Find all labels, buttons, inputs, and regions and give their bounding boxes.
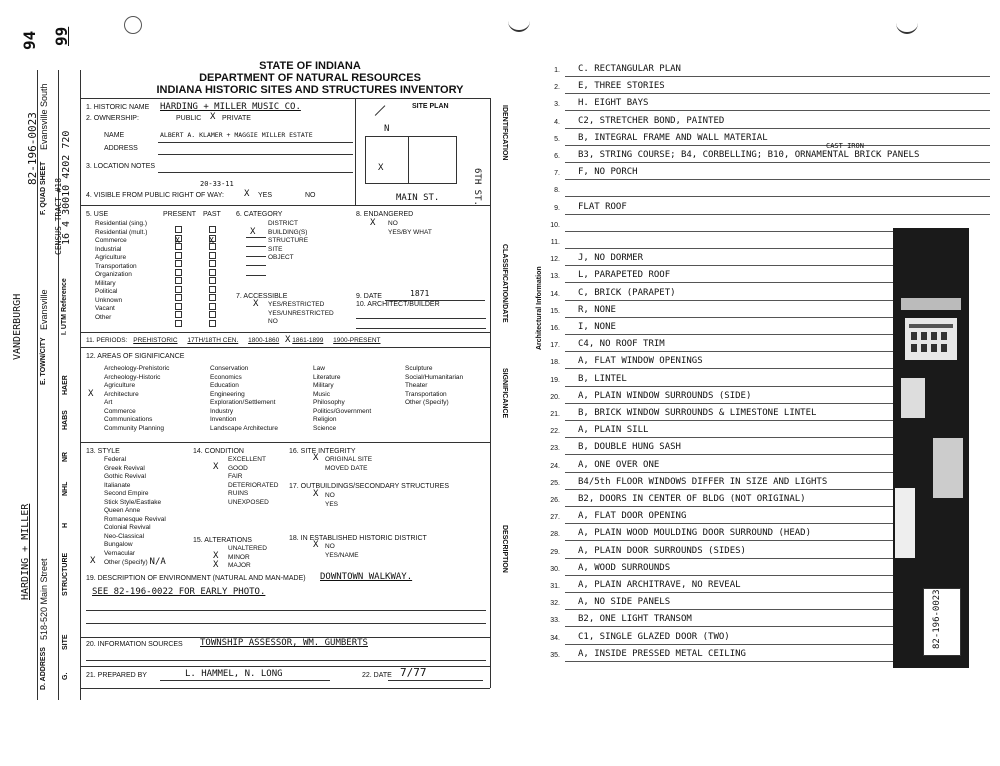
alterations-list: UNALTERED MINOR MAJOR: [228, 545, 267, 569]
arch-item-number: 9.: [554, 204, 560, 212]
arch-item-text: B4/5th FLOOR WINDOWS DIFFER IN SIZE AND LIGHTS: [578, 476, 828, 487]
arch-item-number: 16.: [550, 325, 560, 332]
field-endangered-label: 8. ENDANGERED: [356, 211, 414, 218]
field-location-notes-label: 3. LOCATION NOTES: [86, 163, 156, 170]
header-line-3: INDIANA HISTORIC SITES AND STRUCTURES INVENTORY: [156, 84, 464, 96]
arch-item-number: 30.: [550, 565, 560, 573]
arch-item-number: 6.: [554, 153, 560, 160]
field-date-prepared-value: 7/77: [400, 666, 427, 679]
arch-item-number: 29.: [550, 548, 560, 556]
arch-item-number: 20.: [550, 393, 560, 401]
style-other-value: N/A: [149, 557, 166, 567]
habs-h: H: [62, 522, 69, 528]
habs-nhl: NHL: [62, 481, 69, 496]
arch-item-text: A, FLAT DOOR OPENING: [578, 511, 687, 522]
use-commerce-present-mark: X: [175, 236, 180, 245]
arch-item-text: L, PARAPETED ROOF: [578, 270, 671, 281]
arch-item-text: A, PLAIN ARCHITRAVE, NO REVEAL: [578, 580, 741, 590]
photo-building: [905, 318, 957, 360]
ownership-mark: X: [210, 112, 216, 122]
category-list: DISTRICT BUILDING(S) STRUCTURE SITE OBJECT: [268, 220, 309, 261]
arch-item-text: A, PLAIN WINDOW SURROUNDS (SIDE): [578, 390, 752, 401]
arch-item-line: [565, 76, 990, 77]
category-blanks: [246, 228, 266, 276]
field-historic-name: HARDING + MILLER MUSIC CO.: [160, 102, 301, 112]
arch-item-number: 5.: [554, 135, 560, 143]
category-mark: X: [250, 227, 256, 237]
site-plan-drawing: [365, 136, 457, 184]
areas-col-4: Sculpture Social/Humanitarian Theater Transportation Other (Specify): [405, 365, 464, 406]
county-value: VANDERBURGH: [12, 293, 23, 360]
arch-item-number: 21.: [550, 411, 560, 418]
alterations-minor-mark: X: [213, 551, 219, 561]
quad-value: Evansville South: [39, 83, 49, 150]
arch-item-text: A, PLAIN SILL: [578, 425, 649, 436]
arch-item-text: A, PLAIN DOOR SURROUNDS (SIDES): [578, 545, 746, 556]
field-alterations-label: 15. ALTERATIONS: [193, 537, 252, 544]
field-sources-value: TOWNSHIP ASSESSOR, WM. GUMBERTS: [200, 638, 368, 648]
arch-item-text: J, NO DORMER: [578, 253, 644, 264]
habs-structure: STRUCTURE: [62, 552, 69, 596]
field-ownership-label: 2. OWNERSHIP:: [86, 115, 139, 122]
quad-label: F. QUAD SHEET: [40, 161, 47, 215]
arch-item-number: 4.: [554, 118, 560, 126]
town-value: Evansville: [39, 289, 49, 330]
field-category-label: 6. CATEGORY: [236, 211, 283, 218]
field-date-prepared-label: 22. DATE: [362, 672, 392, 679]
side-description: DESCRIPTION: [501, 525, 508, 573]
census-tract: CENSUS TRACT #18: [54, 177, 63, 255]
ownership-private: PRIVATE: [222, 115, 251, 122]
arch-item-line: [565, 93, 990, 94]
arch-item-number: 13.: [550, 273, 560, 281]
side-significance: SIGNIFICANCE: [501, 368, 508, 419]
utm-label: I. UTM Reference: [61, 278, 68, 335]
field-environment-value-2: SEE 82-196-0022 FOR EARLY PHOTO.: [92, 587, 266, 597]
condition-list: EXCELLENT GOOD FAIR DETERIORATED RUINS UNEXPOSED: [228, 456, 279, 506]
visible-no: NO: [305, 192, 316, 199]
arch-item-number: 18.: [550, 359, 560, 367]
arch-item-text: C2, STRETCHER BOND, PAINTED: [578, 115, 725, 126]
photo-label-text: 82-196-0023: [932, 589, 942, 649]
field-condition-label: 14. CONDITION: [193, 448, 244, 455]
field-prepared-by-value: L. HAMMEL, N. LONG: [185, 669, 283, 679]
arch-item-text: R, NONE: [578, 304, 616, 315]
field-use-label: 5. USE: [86, 211, 109, 218]
areas-col-3: Law Literature Military Music Philosophy Politics/Government Religion Science: [313, 365, 372, 432]
outbuildings-list: NO YES: [325, 492, 339, 508]
style-mark: X: [90, 556, 96, 566]
arch-item-text: A, WOOD SURROUNDS: [578, 562, 671, 573]
periods-row: 11. PERIODS: PREHISTORIC 17TH/18TH CEN. 1800-1860 X 1861-1899 1900-PRESENT: [86, 335, 381, 345]
arch-item-text: B, BRICK WINDOW SURROUNDS & LIMESTONE LINTEL: [578, 408, 817, 418]
header-line-2: DEPARTMENT OF NATURAL RESOURCES: [199, 72, 421, 84]
arch-item-number: 25.: [550, 479, 560, 487]
field-environment-label: 19. DESCRIPTION OF ENVIRONMENT (NATURAL AND MAN-MADE): [86, 575, 306, 582]
address-value: 518-520 Main Street: [39, 558, 49, 640]
arch-item-text: C, BRICK (PARAPET): [578, 287, 676, 298]
arch-item-text: FLAT ROOF: [578, 201, 627, 212]
arch-item-text: E, THREE STORIES: [578, 81, 665, 92]
arch-item-number: 31.: [550, 583, 560, 590]
arch-item-number: 8.: [554, 187, 560, 195]
field-accessible-label: 7. ACCESSIBLE: [236, 293, 288, 300]
habs-nr: NR: [62, 451, 69, 462]
periods-mark: X: [285, 335, 291, 345]
arch-item-line: [565, 128, 990, 129]
photo-strip: [893, 228, 969, 668]
field-visible-label: 4. VISIBLE FROM PUBLIC RIGHT OF WAY:: [86, 192, 224, 199]
side-architectural-information: Architectural Information: [536, 266, 543, 350]
arch-item-text: C1, SINGLE GLAZED DOOR (TWO): [578, 631, 730, 642]
side-classification: CLASSIFICATION/DATE: [501, 244, 508, 323]
arch-item-text: B, INTEGRAL FRAME AND WALL MATERIAL: [578, 132, 768, 143]
arch-item-text: A, NO SIDE PANELS: [578, 597, 671, 608]
field-address-label: ADDRESS: [104, 145, 138, 152]
endangered-mark: X: [370, 218, 376, 228]
arch-item-line: [565, 110, 990, 111]
style-list: Federal Greek Revival Gothic Revival Italianate Second Empire Stick Style/Eastlake Queen Anne Romanesque Revival Colonial Revival Neo-Classical Bungalow Vernacular Other (Specify) N/A: [104, 456, 166, 567]
field-style-label: 13. STYLE: [86, 448, 120, 455]
arch-item-number: 7.: [554, 170, 560, 178]
field-sources-label: 20. INFORMATION SOURCES: [86, 641, 183, 648]
arch-item-number: 11.: [550, 239, 560, 246]
arch-item-text: A, INSIDE PRESSED METAL CEILING: [578, 648, 746, 659]
arch-item-line: [565, 214, 990, 215]
site-plan-north: N: [384, 124, 390, 134]
field-environment-value: DOWNTOWN WALKWAY.: [320, 572, 413, 582]
arch-item-number: 35.: [550, 651, 560, 659]
arch-item-number: 27.: [550, 514, 560, 522]
site-integrity-mark: X: [313, 453, 319, 463]
arch-item-number: 3.: [554, 101, 560, 109]
arch-item-text: B, LINTEL: [578, 373, 627, 384]
habs-site: SITE: [62, 634, 69, 650]
form-header: [120, 60, 500, 96]
accessible-list: YES/RESTRICTED YES/UNRESTRICTED NO: [268, 301, 334, 325]
punch-hole-mid: [508, 18, 530, 32]
arch-item-number: 1.: [554, 67, 560, 74]
field-date-value: 1871: [410, 289, 430, 298]
arch-item-line: [565, 162, 990, 163]
areas-architecture-mark: X: [88, 389, 94, 399]
punch-hole-left: [124, 16, 142, 34]
field-historic-name-label: 1. HISTORIC NAME: [86, 104, 150, 111]
arch-item-text: A, ONE OVER ONE: [578, 459, 660, 470]
site-integrity-list: ORIGINAL SITE MOVED DATE: [325, 456, 373, 472]
district-list: NO YES/NAME: [325, 543, 359, 559]
arch-item-text: B, DOUBLE HUNG SASH: [578, 442, 681, 453]
arch-item-text: C. RECTANGULAR PLAN: [578, 64, 681, 74]
town-label: E. TOWN/CITY: [40, 337, 47, 385]
condition-mark: X: [213, 462, 219, 472]
alterations-major-mark: X: [213, 560, 219, 570]
side-identification: IDENTIFICATION: [501, 105, 508, 161]
site-plan-street-6th: 6TH ST.: [472, 168, 482, 206]
endangered-list: NO YES/BY WHAT: [388, 220, 432, 236]
arch-item-number: 12.: [550, 256, 560, 264]
visible-yes: YES: [258, 192, 273, 199]
field-owner-name-label: NAME: [104, 132, 125, 139]
visible-mark: X: [244, 189, 250, 199]
habs-habs: HABS: [62, 410, 69, 430]
use-commerce-past-mark: X: [209, 236, 214, 245]
field-district-label: 18. IN ESTABLISHED HISTORIC DISTRICT: [289, 535, 427, 542]
field-architect-label: 10. ARCHITECT/BUILDER: [356, 301, 440, 308]
arch-item-line: [565, 145, 990, 146]
habs-haer: HAER: [62, 375, 69, 395]
arch-item-text: B2, DOORS IN CENTER OF BLDG (NOT ORIGINAL): [578, 494, 806, 504]
arch-item-number: 19.: [550, 376, 560, 384]
ownership-public: PUBLIC: [176, 115, 202, 122]
arch-item-line: [565, 179, 990, 180]
punch-hole-right: [896, 18, 918, 34]
arch-item-number: 33.: [550, 617, 560, 625]
corner-mark-2: 99: [52, 26, 71, 46]
accessible-mark: X: [253, 299, 259, 309]
areas-col-2: Conservation Economics Education Engineering Exploration/Settlement Industry Invention Landscape Architecture: [210, 365, 278, 432]
field-location-notes: 20-33-11: [200, 180, 234, 188]
field-outbuildings-label: 17. OUTBUILDINGS/SECONDARY STRUCTURES: [289, 483, 449, 490]
arch-item-number: 28.: [550, 531, 560, 539]
use-present-header: PRESENT: [163, 211, 197, 218]
use-past-header: PAST: [203, 211, 221, 218]
arch-item-number: 26.: [550, 497, 560, 504]
arch-item-number: 24.: [550, 462, 560, 470]
habs-g: G.: [62, 672, 69, 680]
cast-iron-note: CAST IRON: [826, 142, 864, 150]
arch-item-number: 2.: [554, 84, 560, 92]
field-owner-name: ALBERT A. KLAMER + MAGGIE MILLER ESTATE: [160, 131, 313, 139]
arch-item-number: 14.: [550, 290, 560, 298]
district-mark: X: [313, 540, 319, 550]
utm-value: 16 4 30010 4202 720: [61, 130, 72, 245]
outbuildings-mark: X: [313, 489, 319, 499]
field-prepared-by-label: 21. PREPARED BY: [86, 672, 147, 679]
address-label: D. ADDRESS: [40, 647, 47, 690]
corner-mark-1: 94: [20, 30, 39, 50]
arch-item-text: B3, STRING COURSE; B4, CORBELLING; B10, ORNAMENTAL BRICK PANELS: [578, 150, 920, 160]
arch-item-text: F, NO PORCH: [578, 167, 638, 178]
arch-item-number: 34.: [550, 634, 560, 642]
field-site-integrity-label: 16. SITE INTEGRITY: [289, 448, 356, 455]
arch-item-text: B2, ONE LIGHT TRANSOM: [578, 614, 692, 625]
arch-item-number: 17.: [550, 342, 560, 350]
field-areas-label: 12. AREAS OF SIGNIFICANCE: [86, 353, 185, 360]
site-plan-mark: X: [378, 163, 384, 173]
arch-item-text: I, NONE: [578, 322, 616, 332]
areas-col-1: Archeology-Prehistoric Archeology-Historic Agriculture Architecture Art Commerce Communications Community Planning: [104, 365, 170, 432]
site-plan-street-main: MAIN ST.: [396, 193, 440, 203]
name-value: HARDING + MILLER: [20, 503, 31, 600]
arch-item-number: 10.: [550, 221, 560, 229]
header-line-1: STATE OF INDIANA: [259, 60, 361, 72]
photo-label: [923, 588, 961, 656]
field-date-label: 9. DATE: [356, 293, 382, 300]
arch-item-number: 32.: [550, 600, 560, 608]
arch-item-text: A, PLAIN WOOD MOULDING DOOR SURROUND (HEAD): [578, 528, 811, 539]
arch-item-line: [565, 196, 990, 197]
site-plan-label: SITE PLAN: [412, 103, 449, 110]
arch-item-text: A, FLAT WINDOW OPENINGS: [578, 356, 703, 367]
arch-item-number: 22.: [550, 428, 560, 436]
use-list: Residential (sing.) Residential (mult.) Commerce Industrial Agriculture Transportation Organization Military Political Unknown Vacant Other: [95, 220, 148, 321]
survey-number: 82-196-0023: [26, 112, 39, 185]
arch-item-text: C4, NO ROOF TRIM: [578, 339, 665, 350]
arch-item-number: 15.: [550, 307, 560, 315]
arch-item-number: 23.: [550, 445, 560, 453]
north-arrow: [375, 105, 396, 126]
arch-item-text: H. EIGHT BAYS: [578, 98, 649, 109]
